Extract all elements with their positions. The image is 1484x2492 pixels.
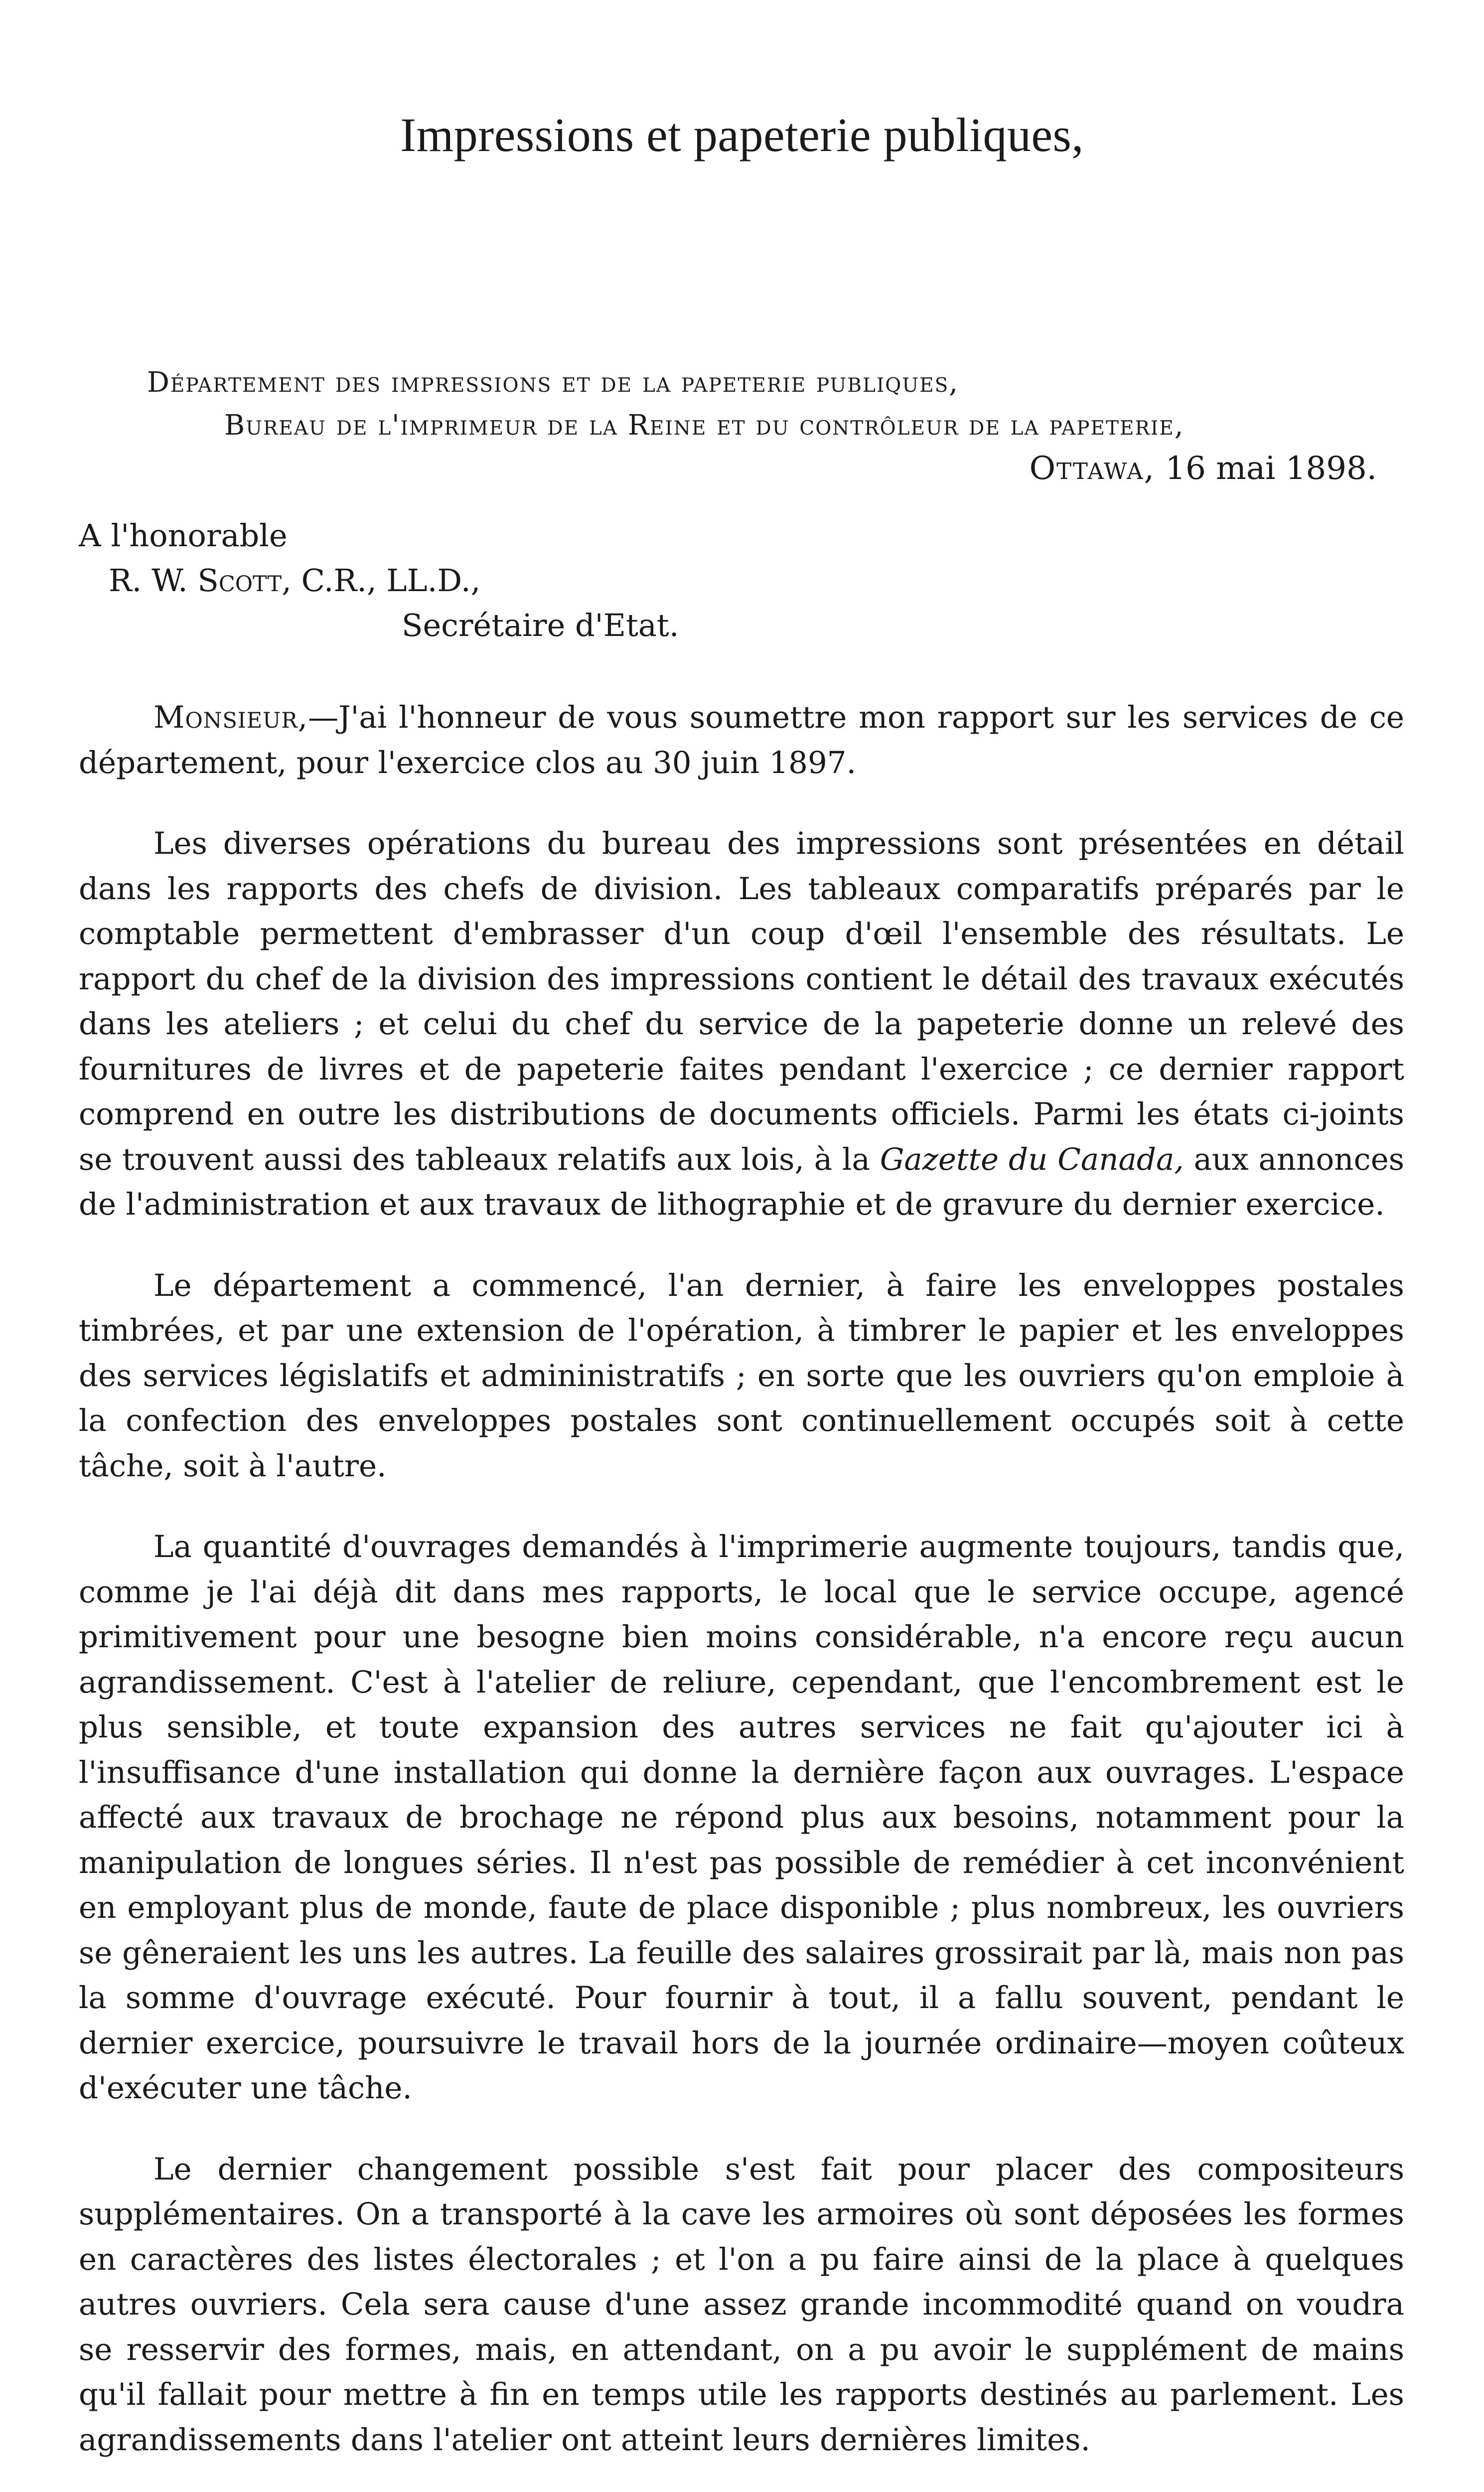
addressee-titles: C.R., LL.D., [301,562,481,599]
gazette-title: Gazette du Canada, [880,1141,1184,1177]
paragraph-4: La quantité d'ouvrages demandés à l'imprimerie augmente toujours, tandis que, comme je l'ai déjà dit dans mes rapports, le local que le service occupe, agencé primitivement pour une besogne bien moins considérable, n'a encore reçu aucun agrandissement. C'est à l'atelier de reliure, cependant, que l'encombrement est le plus sensible, et toute expansion des autres services ne fait qu'ajouter ici à l'insuffisance d'une installation qui donne la dernière façon aux ouvrages. L'espace affecté aux travaux de brochage ne répond plus aux besoins, notamment pour la manipulation de longues séries. Il n'est pas possible de remédier à cet inconvénient en employant plus de monde, faute de place disponible ; plus nombreux, les ouvriers se gêneraient les uns les autres. La feuille des salaires grossirait par là, mais non pas la somme d'ouvrage exécuté. Pour fournir à tout, il a fallu souvent, pendant le dernier exercice, poursuivre le travail hors de la journée ordinaire—moyen coûteux d'exécuter une tâche. [79,1529,1404,2106]
date: 16 mai 1898. [1165,450,1377,487]
city: Ottawa, [1029,450,1155,487]
paragraph-2-text: Les diverses opérations du bureau des impressions sont présentées en détail dans les rapports des chefs de division. Les tableaux comparatifs préparés par le comptable permettent d'embrasser d'un coup d'œil l'ensemble des résultats. Le rapport du chef de la division des impressions contient le détail des travaux exécutés dans les ateliers ; et celui du chef du service de la papeterie donne un relevé des fournitures de livres et de papeterie faites pendant l'exercice ; ce dernier rapport comprend en outre les distributions de documents officiels. Parmi les états ci-joints se trouvent aussi des tableaux relatifs aux lois, à la [79,826,1404,1177]
paragraph-5: Le dernier changement possible s'est fait pour placer des compositeurs supplémentaires. On a transporté à la cave les armoires où sont déposées les formes en caractères des listes électorales ; et l'on a pu faire ainsi de la place à quelques autres ouvriers. Cela sera cause d'une assez grande incommodité quand on voudra se resservir des formes, mais, en attendant, on a pu avoir le supplément de mains qu'il fallait pour mettre à fin en temps utile les rapports destinés au parlement. Les agrandissements dans l'atelier ont atteint leurs dernières limites. [79,2151,1404,2458]
letter-heading [132,361,1377,490]
paragraph-1-text: —J'ai l'honneur de vous soumettre mon rapport sur les services de ce département, pour l'exercice clos au 30 juin 1897. [79,700,1404,780]
paragraph-2-end: aux annonces de l'administration et aux travaux de lithographie et de gravure du dernier exercice. [79,1141,1405,1222]
addressee-name: R. W. Scott, [109,562,292,599]
paragraph-1 [79,695,1404,785]
bureau-line: Bureau de l'imprimeur de la Reine et du contrôleur de la papeterie, [224,409,1185,442]
paragraph-2 [79,821,1404,1228]
addressee-salutation: A l'honorable [79,517,288,554]
salutation: Monsieur, [153,700,308,735]
addressee-name-line [79,558,679,603]
place-date-line [132,447,1377,490]
addressee-block [79,513,679,648]
letter-body [79,695,1404,2492]
addressee-office: Secrétaire d'Etat. [402,607,679,643]
page-title: Impressions et papeterie publiques, [400,108,1084,161]
department-line: Département des impressions et de la papeterie publiques, [147,366,959,399]
paragraph-3: Le département a commencé, l'an dernier, à faire les enveloppes postales timbrées, et par une extension de l'opération, à timbrer le papier et les enveloppes des services législatifs et admininistratifs ; en sorte que les ouvriers qu'on emploie à la confection des enveloppes postales sont continuellement occupés soit à cette tâche, soit à l'autre. [79,1267,1404,1484]
